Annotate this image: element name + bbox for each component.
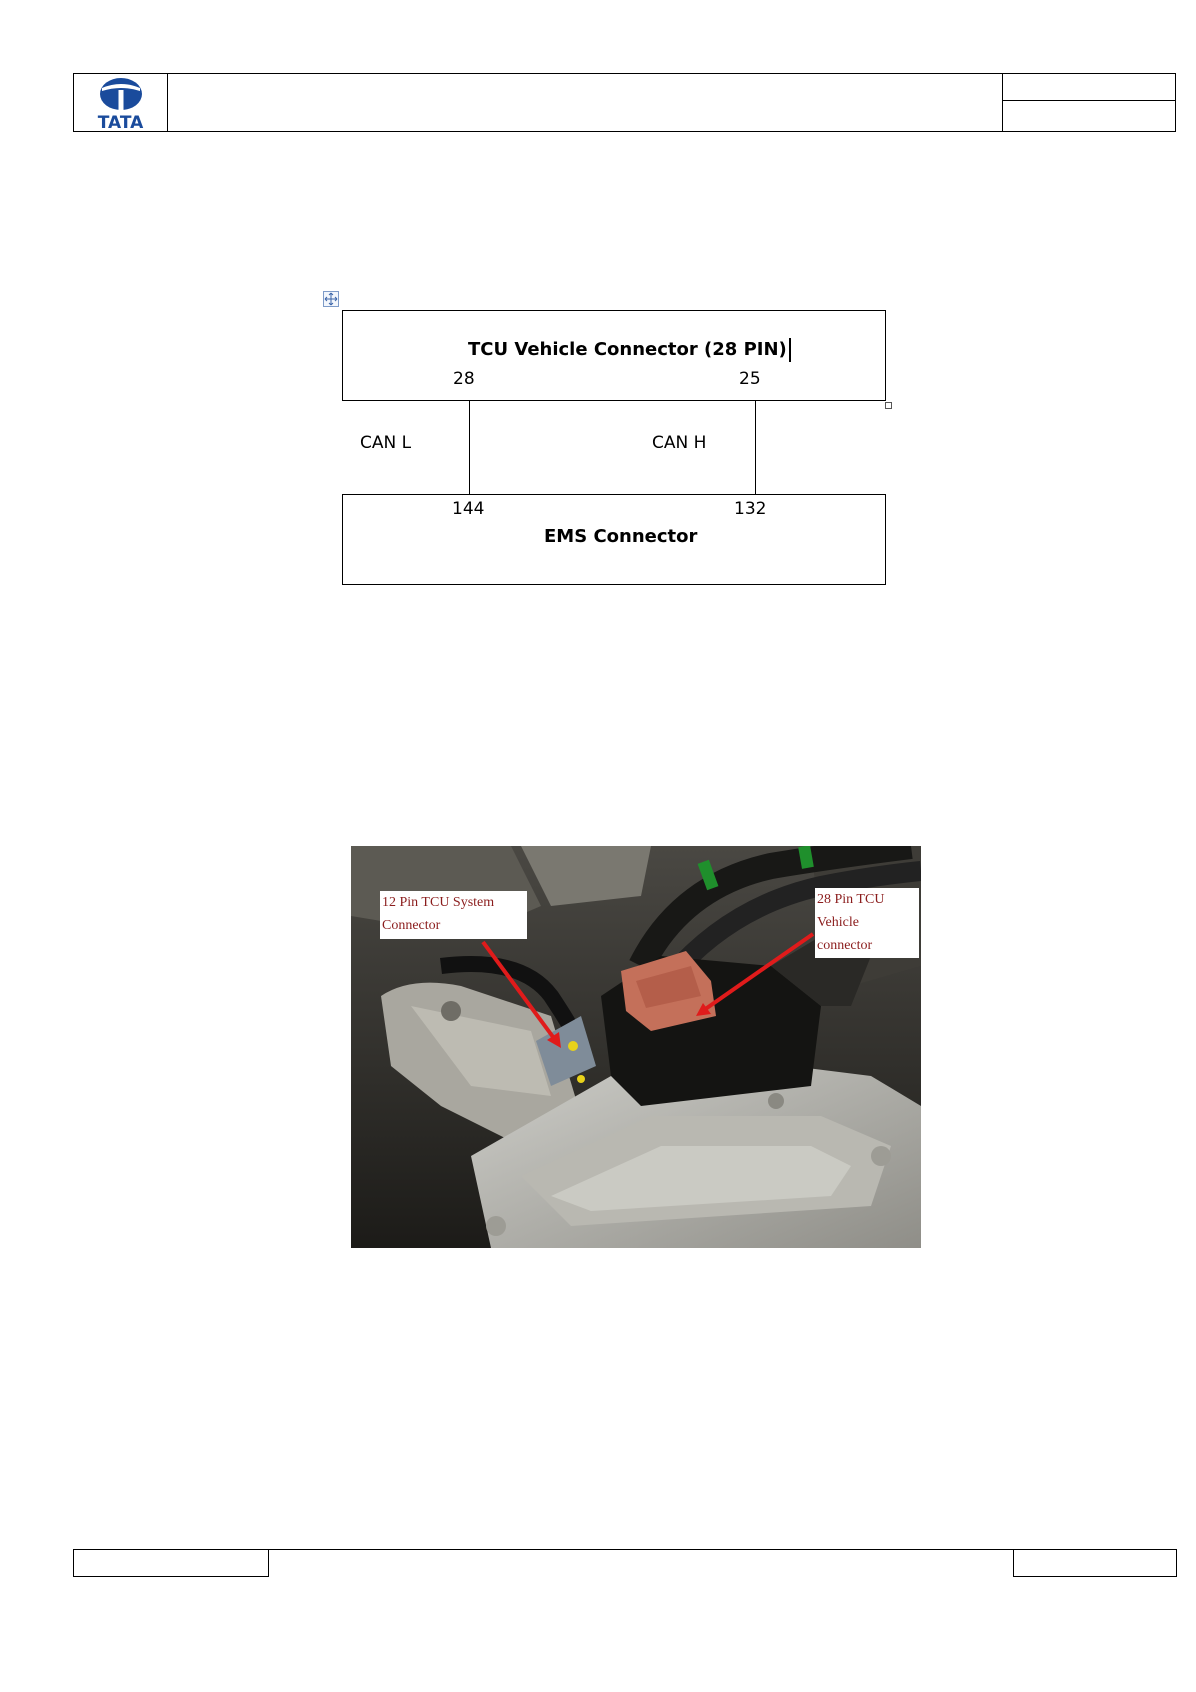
callout-right-line1: 28 Pin TCU xyxy=(817,892,885,907)
logo-cell xyxy=(74,74,168,131)
logo-wordmark: TATA xyxy=(97,113,144,133)
tcu-pin-28-label: 28 xyxy=(453,369,475,389)
table-move-handle-icon[interactable] xyxy=(323,291,339,307)
table-resize-handle[interactable] xyxy=(885,402,892,409)
footer-left-cell xyxy=(73,1549,269,1577)
ems-pin-144-label: 144 xyxy=(452,499,485,519)
can-l-label: CAN L xyxy=(360,433,412,453)
can-h-label: CAN H xyxy=(652,433,707,453)
callout-12-pin-tcu-system-connector xyxy=(380,891,527,939)
ems-pin-132-label: 132 xyxy=(734,499,767,519)
header-title xyxy=(168,74,1002,131)
callout-left-line2: Connector xyxy=(382,918,441,933)
text-cursor xyxy=(789,338,791,362)
document-header xyxy=(73,73,1176,132)
tcu-connector-title-text: TCU Vehicle Connector (28 PIN) xyxy=(468,339,787,360)
tcu-pin-25-label: 25 xyxy=(739,369,761,389)
can-h-wire xyxy=(755,400,756,495)
footer-right-cell xyxy=(1013,1549,1177,1577)
can-l-wire xyxy=(469,400,470,495)
header-doc-ref xyxy=(1002,74,1175,131)
header-divider xyxy=(1003,100,1175,101)
callout-right-line2: Vehicle xyxy=(817,915,859,930)
callout-left-line1: 12 Pin TCU System xyxy=(382,895,495,910)
callout-right-line3: connector xyxy=(817,938,873,953)
tcu-connector-title xyxy=(468,338,791,362)
ems-connector-title: EMS Connector xyxy=(544,526,698,547)
footer-rule xyxy=(268,1549,1014,1550)
tcu-connector-photo xyxy=(351,846,921,1248)
callout-28-pin-tcu-vehicle-connector xyxy=(815,888,919,958)
